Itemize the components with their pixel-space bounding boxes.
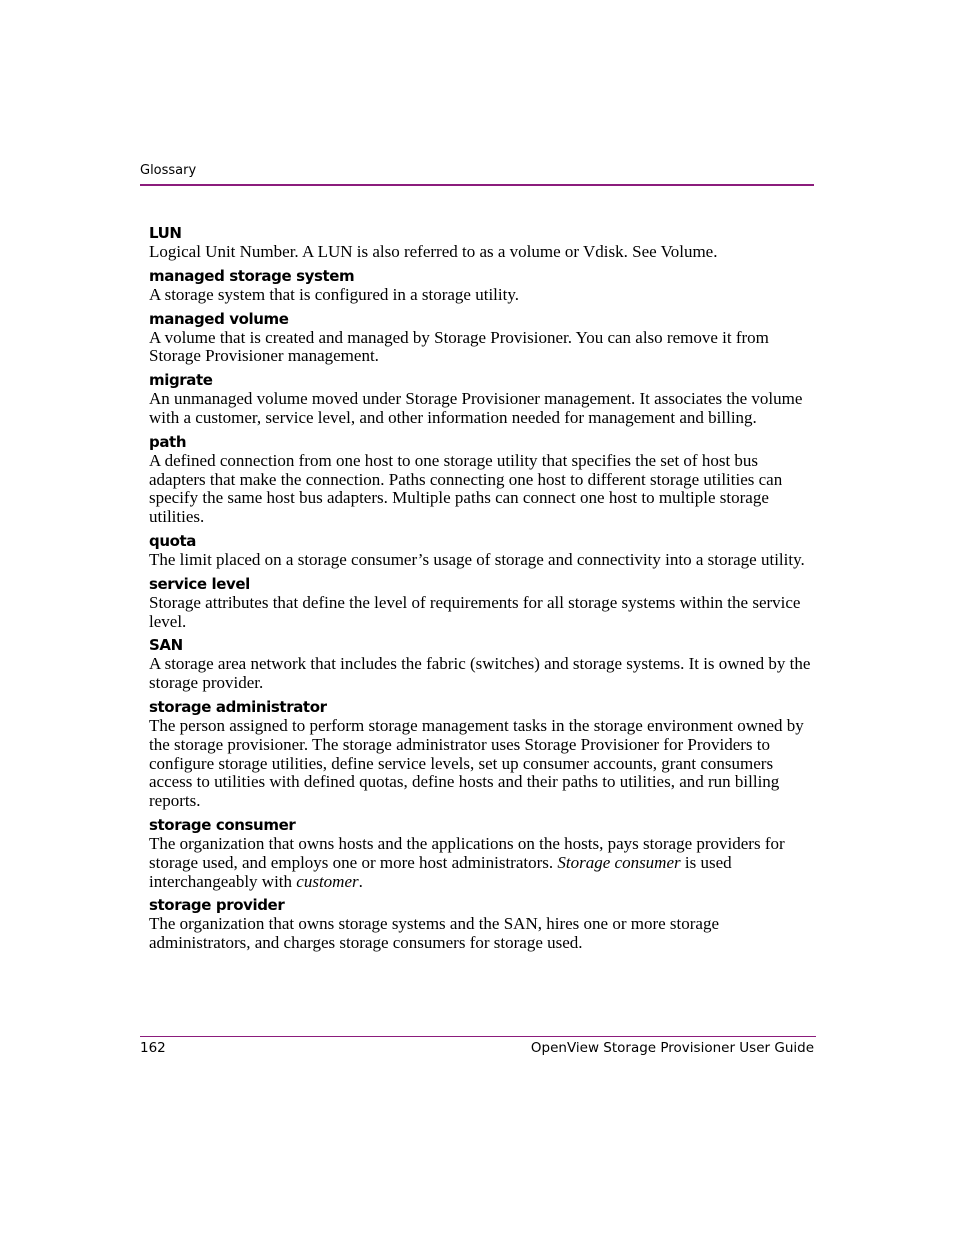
footer-rule bbox=[140, 1036, 816, 1037]
glossary-definition: The person assigned to perform storage management tasks in the storage environment owned by the storage provisioner. The storage administrator uses Storage Provisioner for Providers to configure storage utilities, define service levels, set up consumer accounts, grant consumers access to utilities with defined quotas, define hosts and their paths to utilities, and run billing reports. bbox=[149, 715, 804, 811]
definition-italic-term: customer bbox=[296, 871, 359, 891]
definition-text: . bbox=[358, 871, 363, 891]
glossary-definition bbox=[149, 835, 814, 891]
document-title: OpenView Storage Provisioner User Guide bbox=[530, 1040, 814, 1056]
glossary-term: quota bbox=[149, 531, 197, 550]
glossary-entry-migrate bbox=[149, 370, 814, 428]
glossary-term: managed volume bbox=[149, 309, 289, 328]
glossary-term: service level bbox=[149, 574, 250, 593]
glossary-definition: A storage area network that includes the fabric (switches) and storage systems. It is owned by the storage provider. bbox=[149, 654, 811, 693]
running-header: Glossary bbox=[140, 163, 197, 178]
glossary-entry-path bbox=[149, 432, 814, 527]
glossary-entry-managed-volume bbox=[149, 309, 814, 367]
glossary-term: SAN bbox=[149, 636, 183, 655]
glossary-entry-managed-storage-system bbox=[149, 266, 814, 305]
glossary-entry-storage-provider bbox=[149, 895, 814, 953]
glossary-term: storage consumer bbox=[149, 815, 296, 834]
glossary-entry-lun bbox=[149, 223, 814, 262]
definition-italic-term: Storage consumer bbox=[557, 852, 681, 872]
glossary-definition: An unmanaged volume moved under Storage Provisioner management. It associates the volume with a customer, service level, and other information needed for management and billing. bbox=[149, 389, 803, 427]
glossary-term: storage provider bbox=[149, 896, 285, 915]
glossary-list bbox=[149, 223, 814, 957]
glossary-definition: Logical Unit Number. A LUN is also referred to as a volume or Vdisk. See Volume. bbox=[149, 242, 718, 261]
glossary-definition: The limit placed on a storage consumer’s usage of storage and connectivity into a storage utility. bbox=[149, 549, 805, 569]
glossary-term: migrate bbox=[149, 371, 213, 390]
glossary-definition: The organization that owns storage systems and the SAN, hires one or more storage administrators, and charges storage consumers for storage used. bbox=[149, 914, 719, 953]
definition-text: The organization that owns hosts and the applications on the hosts, pays storage providers for storage used, and employs one or more host administrators. bbox=[149, 833, 785, 872]
glossary-definition: A defined connection from one host to one storage utility that specifies the set of host bus adapters that make the connection. Paths connecting one host to different storage utilities can specify the same host bus adapters. Multiple paths can connect one host to multiple storage utilities. bbox=[149, 450, 783, 527]
glossary-definition: A volume that is created and managed by Storage Provisioner. You can also remove it from Storage Provisioner management. bbox=[149, 327, 769, 366]
header-rule bbox=[140, 184, 814, 186]
glossary-definition: A storage system that is configured in a storage utility. bbox=[149, 284, 519, 304]
glossary-entry-san bbox=[149, 635, 814, 693]
glossary-entry-quota bbox=[149, 531, 814, 570]
glossary-entry-service-level bbox=[149, 574, 814, 632]
glossary-definition: Storage attributes that define the level of requirements for all storage systems within the service level. bbox=[149, 592, 801, 631]
definition-text: is used interchangeably with bbox=[149, 852, 732, 891]
glossary-term: managed storage system bbox=[149, 266, 355, 285]
glossary-term: path bbox=[149, 432, 187, 451]
glossary-term: LUN bbox=[149, 224, 182, 242]
page-number: 162 bbox=[140, 1040, 166, 1056]
glossary-term: storage administrator bbox=[149, 697, 327, 716]
glossary-entry-storage-consumer bbox=[149, 815, 814, 891]
glossary-entry-storage-administrator bbox=[149, 697, 814, 811]
